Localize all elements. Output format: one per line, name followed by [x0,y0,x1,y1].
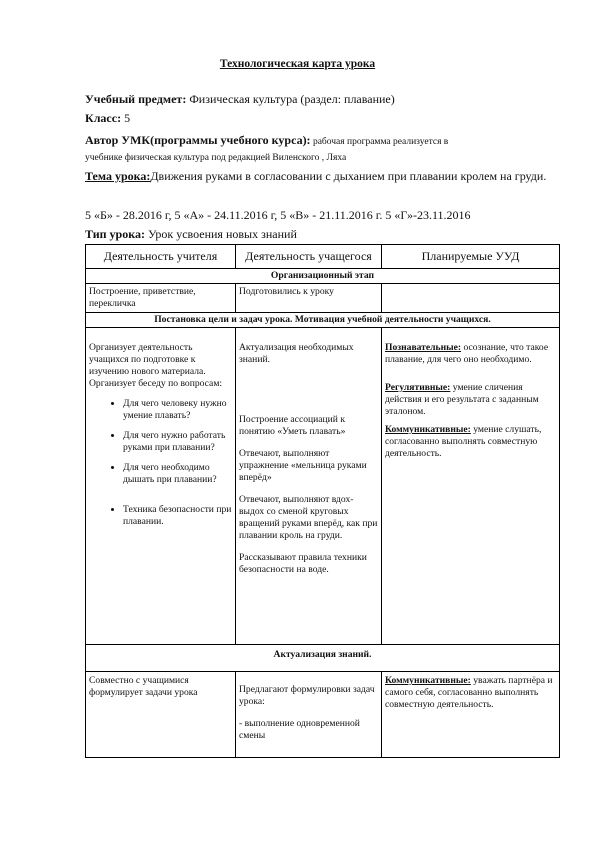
row2-teacher [86,328,236,645]
student-text: Предлагают формулировки задач урока: [239,684,375,707]
uud-label: Познавательные: [385,342,462,353]
subject-label: Учебный предмет: [85,92,187,106]
row3-teacher: Совместно с учащимися формулирует задачи урока [86,672,236,758]
student-text: Построение ассоциаций к понятию «Уметь плавать» [239,414,346,437]
dates-line: 5 «Б» - 28.2016 г, 5 «А» - 24.11.2016 г, 5 «В» - 21.11.2016 г. 5 «Г»-23.11.2016 [85,208,471,222]
list-item: • Техника безопасности при плавании. [123,504,232,528]
stage-actualization: Актуализация знаний. [86,645,560,672]
uud-item [385,342,556,366]
table-row [86,328,560,645]
grade-line [85,110,130,126]
topic-line [85,168,565,184]
page-title: Технологическая карта урока [219,58,376,70]
table-header-row [86,245,560,269]
list-item: • Для чего нужно работать руками при плавании? [123,430,232,454]
uud-text: умение слушать, согласованно выполнять совместную деятельность. [385,424,542,459]
stage-goal: Постановка цели и задач урока. Мотивация учебной деятельности учащихся. [86,313,560,328]
author-value: рабочая программа реализуется в [310,137,449,147]
uud-text: осознание, что такое плавание, для чего оно необходимо. [385,342,549,365]
table-row [86,672,560,758]
header-teacher: Деятельность учителя [86,245,236,269]
uud-label: Коммуникативные: [385,675,471,686]
student-text: Отвечают, выполняют упражнение «мельница руками вперёд» [239,448,367,483]
table-row [86,284,560,313]
row1-uud [382,284,560,313]
row1-teacher: Построение, приветствие, перекличка [86,284,236,313]
author-label: Автор УМК(программы учебного курса): [85,133,311,147]
subject-line [85,91,395,107]
author-line [85,132,448,150]
list-item: • Для чего необходимо дышать при плавании? [123,462,232,486]
question-list [89,398,232,528]
uud-text: уважать партнёра и самого себя, согласованно выполнять совместную деятельность. [385,675,553,710]
row2-student [236,328,382,645]
subject-value: Физическая культура (раздел: плавание) [186,92,395,106]
uud-text: умение сличения действия и его результата с заданным эталоном. [385,382,539,417]
student-text: Отвечают, выполняют вдох-выдох со сменой круговых вращений руками вперёд, как при плавании кроль на груди. [239,494,378,541]
header-student: Деятельность учащегося [236,245,382,269]
list-item: • Для чего человеку нужно умение плавать? [123,398,232,422]
topic-value: Движения руками в согласовании с дыханием при плавании кролем на груди. [150,169,547,183]
row2-uud [382,328,560,645]
row3-uud [382,672,560,758]
author-value-cont: учебнике физическая культура под редакцией Виленского , Ляха [85,153,347,163]
lesson-type-label: Тип урока: [85,227,145,241]
header-uud: Планируемые УУД [382,245,560,269]
uud-item [385,424,556,460]
lesson-table [85,244,560,758]
lesson-type-value: Урок усвоения новых знаний [144,227,297,241]
row1-student: Подготовились к уроку [236,284,382,313]
grade-label: Класс: [85,111,122,125]
student-text: Актуализация необходимых знаний. [239,342,354,365]
lesson-type-line [85,226,297,242]
row3-student [236,672,382,758]
uud-label: Коммуникативные: [385,424,471,435]
topic-label: Тема урока: [85,169,151,183]
student-text: Рассказывают правила техники безопасности на воде. [239,552,367,575]
row2-teacher-intro: Организует деятельность учащихся по подготовке к изучению нового материала. Организует беседу по вопросам: [89,342,223,389]
student-text: - выполнение одновременной смены [239,718,360,741]
grade-value: 5 [121,111,131,125]
uud-label: Регулятивные: [385,382,451,393]
stage-org: Организационный этап [86,269,560,284]
uud-item [385,382,556,418]
